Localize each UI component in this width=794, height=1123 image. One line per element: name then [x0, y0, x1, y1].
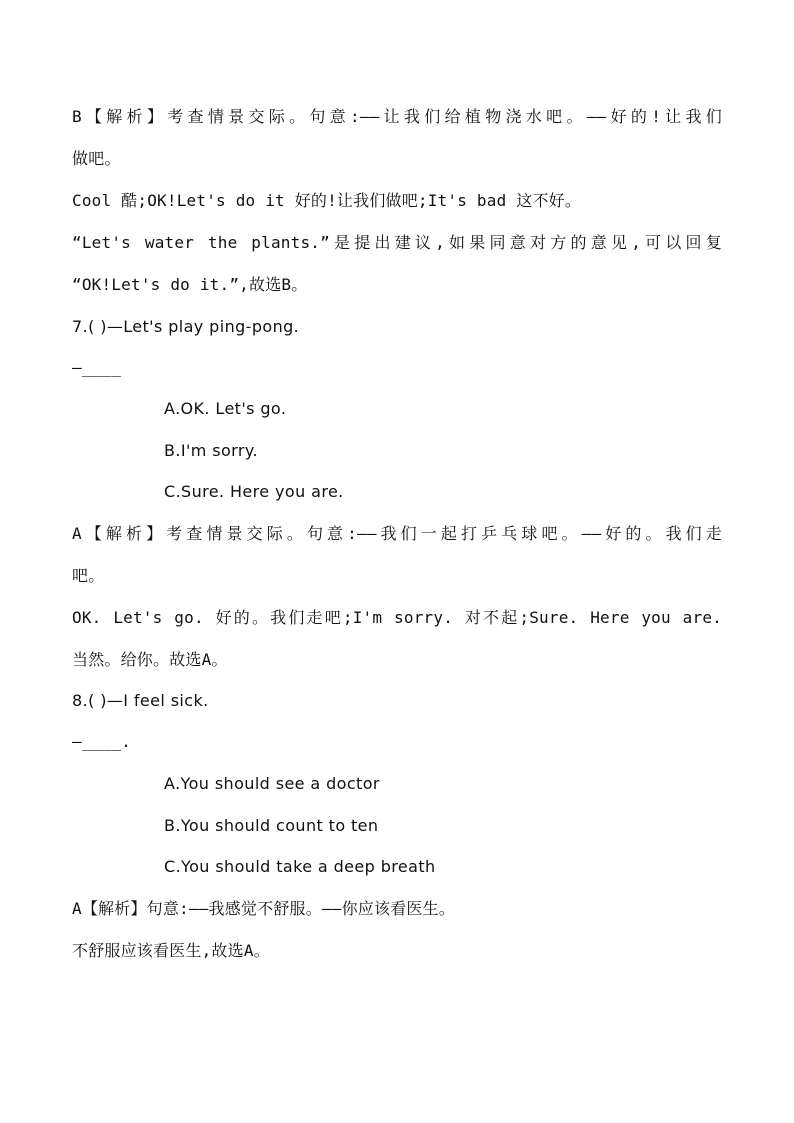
q8-stem: 8.( )—I feel sick. — [72, 691, 209, 710]
q8-answer-line-1: A【解析】句意:——我感觉不舒服。——你应该看医生。 — [72, 899, 455, 918]
q7-answer-line-3: OK. Let's go. 好的。我们走吧;I'm sorry. 对不起;Sure. Here you are. — [72, 608, 722, 627]
q8-option-a: A.You should see a doctor — [164, 774, 380, 793]
q7-stem: 7.( )—Let's play ping-pong. — [72, 317, 300, 336]
q8-option-b: B.You should count to ten — [164, 816, 379, 835]
q7-option-a: A.OK. Let's go. — [164, 399, 287, 418]
q7-answer-line-2: 吧。 — [72, 566, 105, 585]
q6-answer-line-2: 做吧。 — [72, 149, 121, 168]
q6-answer-line-4: “Let's water the plants.”是提出建议,如果同意对方的意见,可以回复 — [72, 233, 722, 252]
q8-answer-line-2: 不舒服应该看医生,故选A。 — [72, 941, 270, 960]
q7-answer-line-4: 当然。给你。故选A。 — [72, 650, 228, 669]
q7-blank: —____ — [72, 358, 122, 377]
q6-answer-line-1: B【解析】考查情景交际。句意:——让我们给植物浇水吧。——好的!让我们 — [72, 107, 722, 126]
q8-blank: —____. — [72, 732, 131, 751]
q7-option-b: B.I'm sorry. — [164, 441, 258, 460]
q7-option-c: C.Sure. Here you are. — [164, 482, 344, 501]
q6-answer-line-5: “OK!Let's do it.”,故选B。 — [72, 275, 308, 294]
q6-answer-line-3: Cool 酷;OK!Let's do it 好的!让我们做吧;It's bad 这不好。 — [72, 191, 582, 210]
q7-answer-line-1: A【解析】考查情景交际。句意:——我们一起打乒乓球吧。——好的。我们走 — [72, 524, 722, 543]
q8-option-c: C.You should take a deep breath — [164, 857, 436, 876]
